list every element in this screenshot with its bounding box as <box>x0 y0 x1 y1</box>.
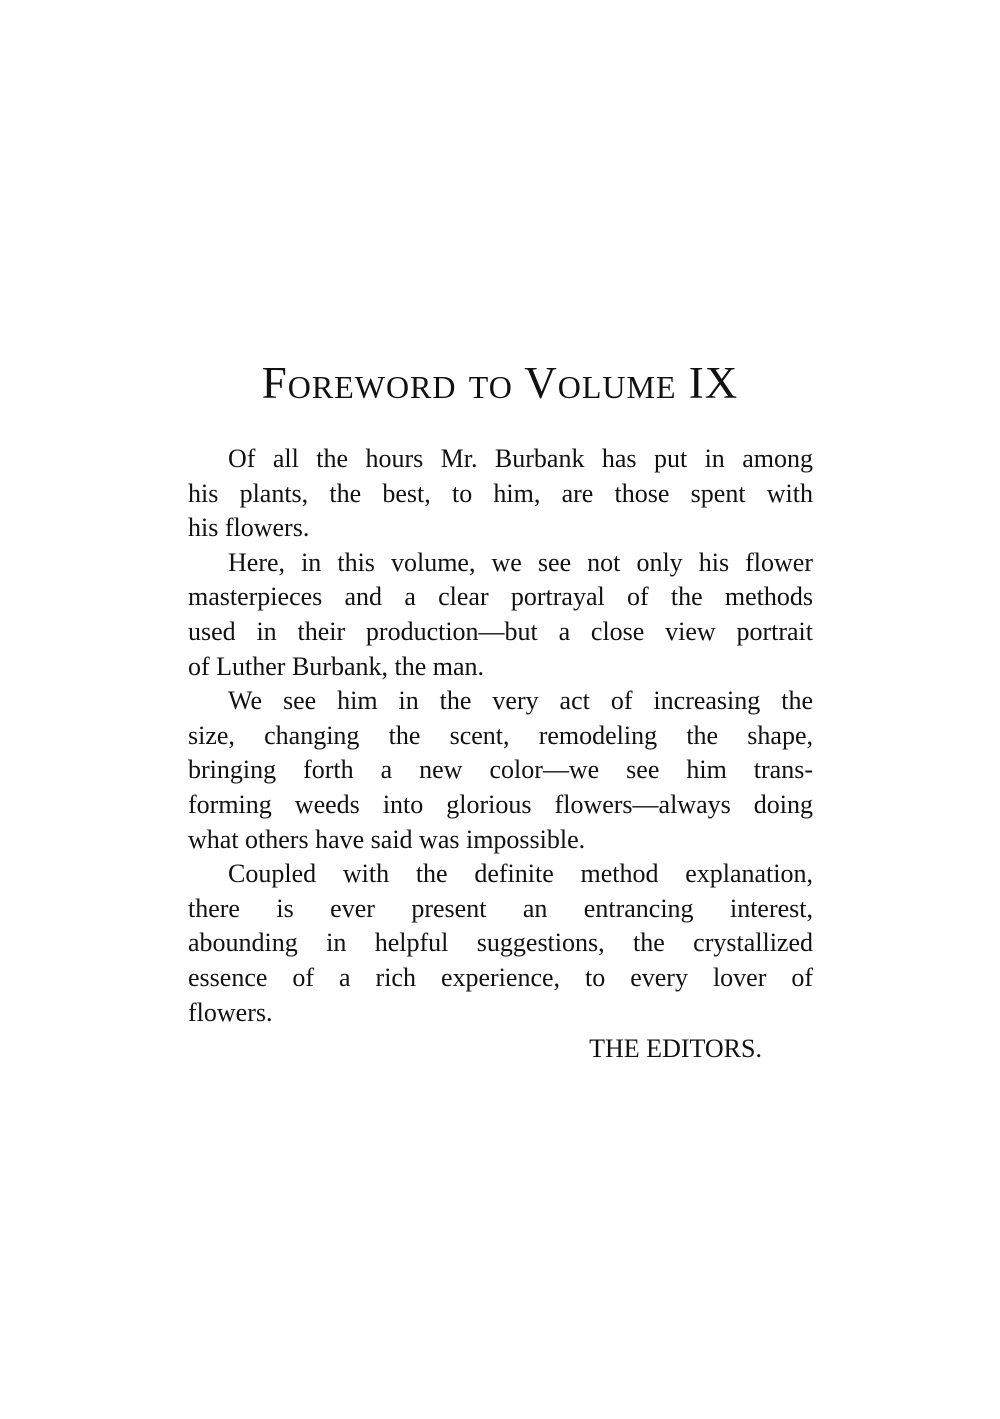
foreword-body <box>188 442 813 1030</box>
text-line: Coupled with the definite method explanation, <box>228 859 813 889</box>
text-line: Of all the hours Mr. Burbank has put in among <box>228 444 813 473</box>
text-line: bringing forth a new color—we see him trans- <box>188 755 813 785</box>
page-title: Foreword to Volume IX <box>261 358 739 408</box>
text-line: there is ever present an entrancing interest, <box>188 893 813 923</box>
paragraph <box>188 546 813 684</box>
text-line: abounding in helpful suggestions, the crystallized <box>188 928 813 958</box>
signature: THE EDITORS. <box>589 1034 762 1063</box>
text-line: what others have said was impossible. <box>188 824 586 854</box>
paragraph <box>188 857 813 1030</box>
text-line: his plants, the best, to him, are those spent with <box>188 478 813 508</box>
text-line: essence of a rich experience, to every lover of <box>188 962 813 992</box>
text-line: size, changing the scent, remodeling the shape, <box>188 720 813 750</box>
paragraph <box>188 684 813 857</box>
text-line: masterpieces and a clear portrayal of the methods <box>188 582 813 612</box>
paragraph <box>188 442 813 546</box>
text-line: flowers. <box>188 997 273 1027</box>
text-line: We see him in the very act of increasing the <box>228 686 813 716</box>
text-line: his flowers. <box>188 513 310 543</box>
text-line: used in their production—but a close view portrait <box>188 616 813 646</box>
text-line: of Luther Burbank, the man. <box>188 651 485 681</box>
text-line: Here, in this volume, we see not only his flower <box>228 547 813 577</box>
text-line: forming weeds into glorious flowers—always doing <box>188 789 813 819</box>
